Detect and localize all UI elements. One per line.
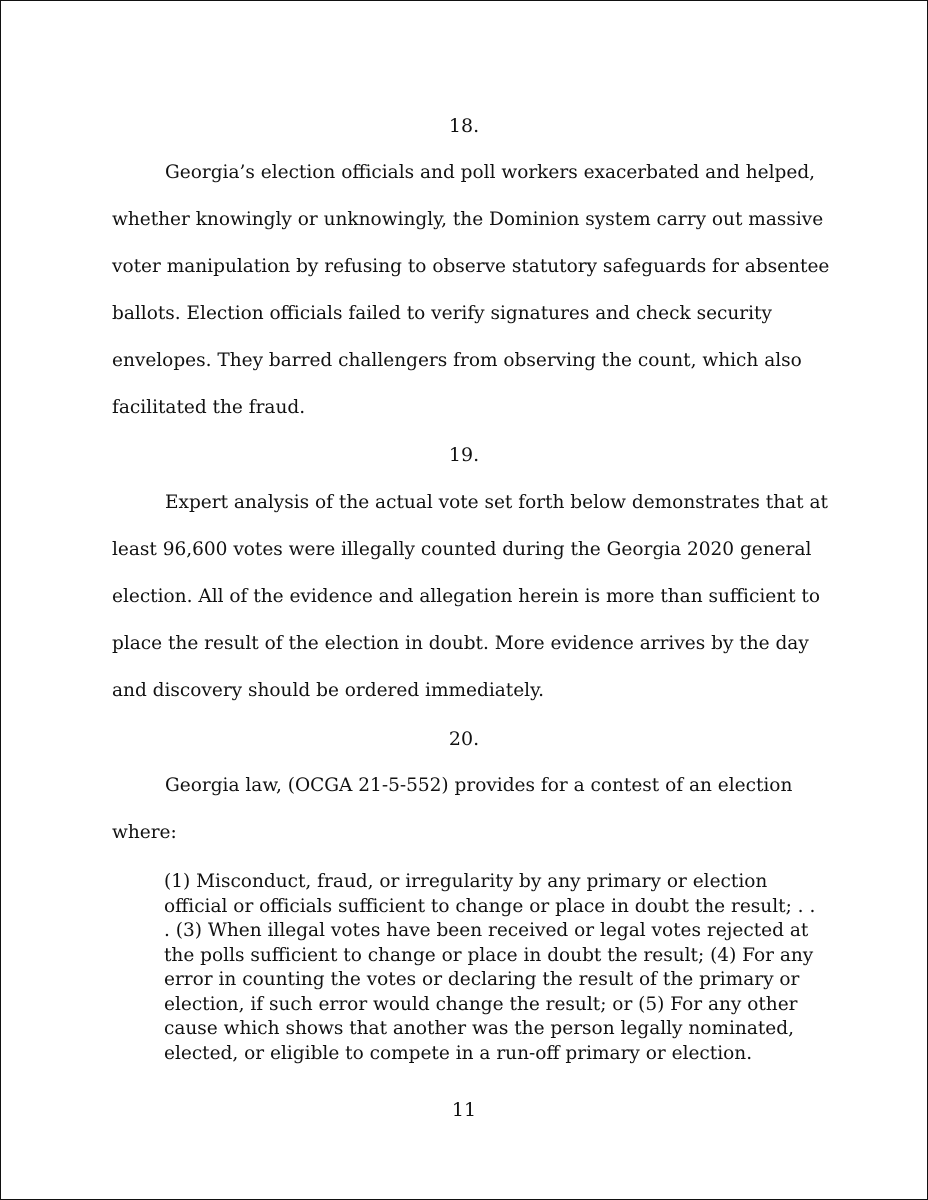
quote-line: official or officials sufficient to change or place in doubt the result; . .: [164, 895, 816, 917]
paragraph-number-20: 20.: [448, 728, 480, 750]
paragraph-number-18: 18.: [448, 115, 480, 137]
quote-line: election, if such error would change the result; or (5) For any other: [164, 993, 798, 1015]
quote-line: (1) Misconduct, fraud, or irregularity by any primary or election: [164, 871, 768, 892]
paragraph-line: facilitated the fraud.: [112, 397, 306, 418]
page-number: 11: [451, 1099, 477, 1121]
paragraph-line: envelopes. They barred challengers from observing the count, which also: [112, 350, 802, 371]
quote-line: . (3) When illegal votes have been received or legal votes rejected at: [164, 920, 809, 941]
paragraph-line: voter manipulation by refusing to observe statutory safeguards for absentee: [112, 256, 830, 277]
statute-block-quote: [164, 870, 816, 1066]
paragraph-20: [112, 762, 832, 856]
paragraph-line: election. All of the evidence and allegation herein is more than sufficient to: [112, 586, 820, 607]
paragraph-line: least 96,600 votes were illegally counted during the Georgia 2020 general: [112, 539, 812, 560]
paragraph-line: Expert analysis of the actual vote set forth below demonstrates that at: [165, 492, 828, 513]
quote-line: error in counting the votes or declaring the result of the primary or: [164, 969, 800, 990]
quote-line: cause which shows that another was the person legally nominated,: [164, 1018, 794, 1039]
paragraph-line: place the result of the election in doubt. More evidence arrives by the day: [112, 633, 809, 654]
paragraph-line: ballots. Election officials failed to verify signatures and check security: [112, 303, 772, 324]
paragraph-18: [112, 149, 832, 431]
paragraph-line: whether knowingly or unknowingly, the Dominion system carry out massive: [112, 209, 824, 230]
quote-line: the polls sufficient to change or place in doubt the result; (4) For any: [164, 944, 814, 966]
paragraph-line: and discovery should be ordered immediately.: [112, 680, 544, 701]
paragraph-number-19: 19.: [448, 444, 480, 466]
paragraph-line: where:: [112, 822, 177, 843]
paragraph-line: Georgia’s election officials and poll workers exacerbated and helped,: [165, 162, 816, 183]
paragraph-19: [112, 479, 832, 714]
quote-line: elected, or eligible to compete in a run-off primary or election.: [164, 1042, 753, 1064]
paragraph-line: Georgia law, (OCGA 21-5-552) provides for a contest of an election: [165, 775, 793, 796]
